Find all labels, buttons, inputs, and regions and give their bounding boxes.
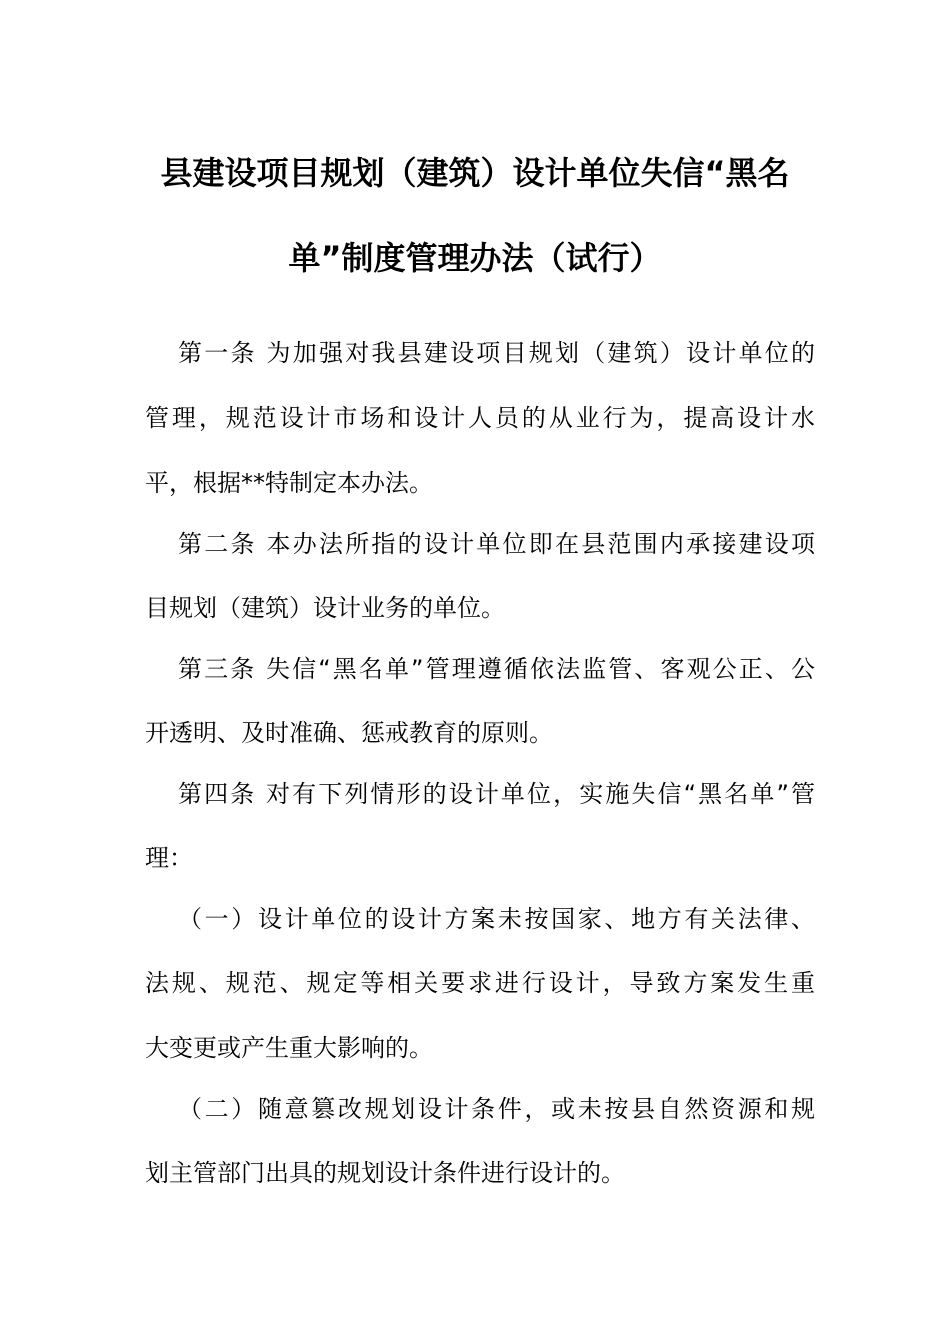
- item-1-line-2: 法规、规范、规定等相关要求进行设计，导致方案发生重: [145, 969, 815, 997]
- article-1-line-1: 第一条 为加强对我县建设项目规划（建筑）设计单位的: [178, 339, 815, 367]
- item-1-line-3: 大变更或产生重大影响的。: [145, 1034, 433, 1062]
- article-1-line-2: 管理，规范设计市场和设计人员的从业行为，提高设计水: [145, 404, 815, 432]
- article-2-line-2: 目规划（建筑）设计业务的单位。: [145, 594, 505, 622]
- item-1-line-1: （一）设计单位的设计方案未按国家、地方有关法律、: [178, 905, 815, 933]
- article-4-line-2: 理：: [145, 844, 193, 872]
- document-title-line-2: 单”制度管理办法（试行）: [288, 239, 662, 277]
- document-title-line-1: 县建设项目规划（建筑）设计单位失信“黑名: [160, 154, 790, 192]
- article-3-line-1: 第三条 失信“黑名单”管理遵循依法监管、客观公正、公: [178, 655, 815, 683]
- article-4-line-1: 第四条 对有下列情形的设计单位，实施失信“黑名单”管: [178, 780, 815, 808]
- item-2-line-1: （二）随意篡改规划设计条件，或未按县自然资源和规: [178, 1095, 815, 1123]
- article-2-line-1: 第二条 本办法所指的设计单位即在县范围内承接建设项: [178, 530, 815, 558]
- article-3-line-2: 开透明、及时准确、惩戒教育的原则。: [145, 719, 553, 747]
- item-2-line-2: 划主管部门出具的规划设计条件进行设计的。: [145, 1159, 625, 1187]
- article-1-line-3: 平，根据**特制定本办法。: [145, 469, 433, 497]
